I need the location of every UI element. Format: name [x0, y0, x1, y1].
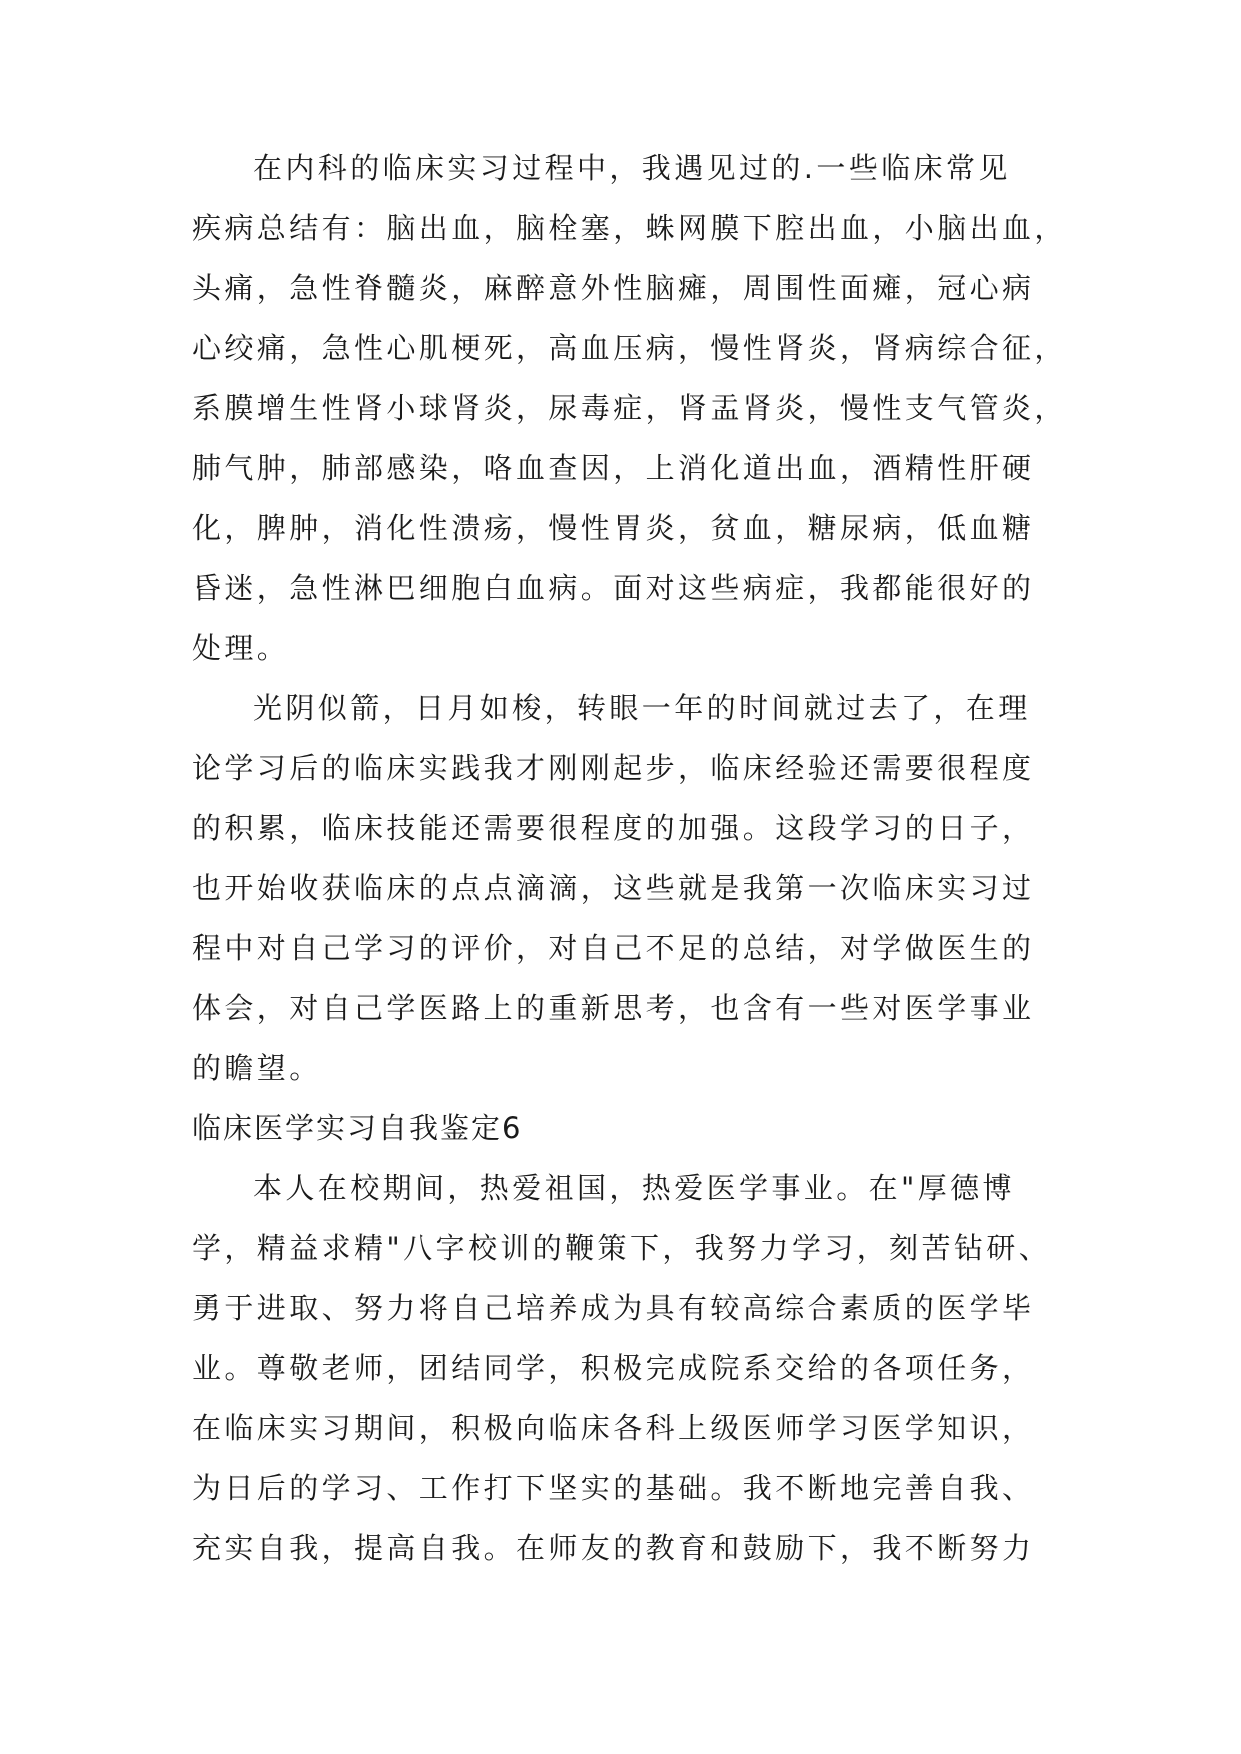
text-line: 的积累，临床技能还需要很程度的加强。这段学习的日子， — [192, 811, 1035, 845]
text-line: 也开始收获临床的点点滴滴，这些就是我第一次临床实习过 — [192, 871, 1035, 905]
text-line: 充实自我，提高自我。在师友的教育和鼓励下，我不断努力 — [192, 1531, 1035, 1565]
text-line: 头痛，急性脊髓炎，麻醉意外性脑瘫，周围性面瘫，冠心病 — [192, 271, 1035, 305]
text-line: 疾病总结有：脑出血，脑栓塞，蛛网膜下腔出血，小脑出血， — [192, 211, 1067, 245]
text-line: 化，脾肿，消化性溃疡，慢性胃炎，贫血，糖尿病，低血糖 — [192, 511, 1035, 545]
text-line: 处理。 — [192, 631, 290, 665]
text-line: 勇于进取、努力将自己培养成为具有较高综合素质的医学毕 — [192, 1291, 1035, 1325]
text-line: 系膜增生性肾小球肾炎，尿毒症，肾盂肾炎，慢性支气管炎， — [192, 391, 1067, 425]
text-line: 本人在校期间，热爱祖国，热爱医学事业。在"厚德博 — [253, 1171, 1015, 1205]
text-line: 在临床实习期间，积极向临床各科上级医师学习医学知识， — [192, 1411, 1035, 1445]
section-heading: 临床医学实习自我鉴定6 — [192, 1111, 523, 1145]
text-line: 昏迷，急性淋巴细胞白血病。面对这些病症，我都能很好的 — [192, 571, 1035, 605]
text-line: 论学习后的临床实践我才刚刚起步，临床经验还需要很程度 — [192, 751, 1035, 785]
text-line: 为日后的学习、工作打下坚实的基础。我不断地完善自我、 — [192, 1471, 1035, 1505]
text-line: 在内科的临床实习过程中，我遇见过的.一些临床常见 — [253, 151, 1011, 185]
text-line: 心绞痛，急性心肌梗死，高血压病，慢性肾炎，肾病综合征， — [192, 331, 1067, 365]
text-line: 肺气肿，肺部感染，咯血查因，上消化道出血，酒精性肝硬 — [192, 451, 1035, 485]
text-line: 业。尊敬老师，团结同学，积极完成院系交给的各项任务， — [192, 1351, 1035, 1385]
text-line: 光阴似箭，日月如梭，转眼一年的时间就过去了，在理 — [253, 691, 1031, 725]
text-line: 体会，对自己学医路上的重新思考，也含有一些对医学事业 — [192, 991, 1035, 1025]
text-line: 的瞻望。 — [192, 1051, 322, 1085]
text-line: 程中对自己学习的评价，对自己不足的总结，对学做医生的 — [192, 931, 1035, 965]
text-line: 学，精益求精"八字校训的鞭策下，我努力学习，刻苦钻研、 — [192, 1231, 1052, 1265]
